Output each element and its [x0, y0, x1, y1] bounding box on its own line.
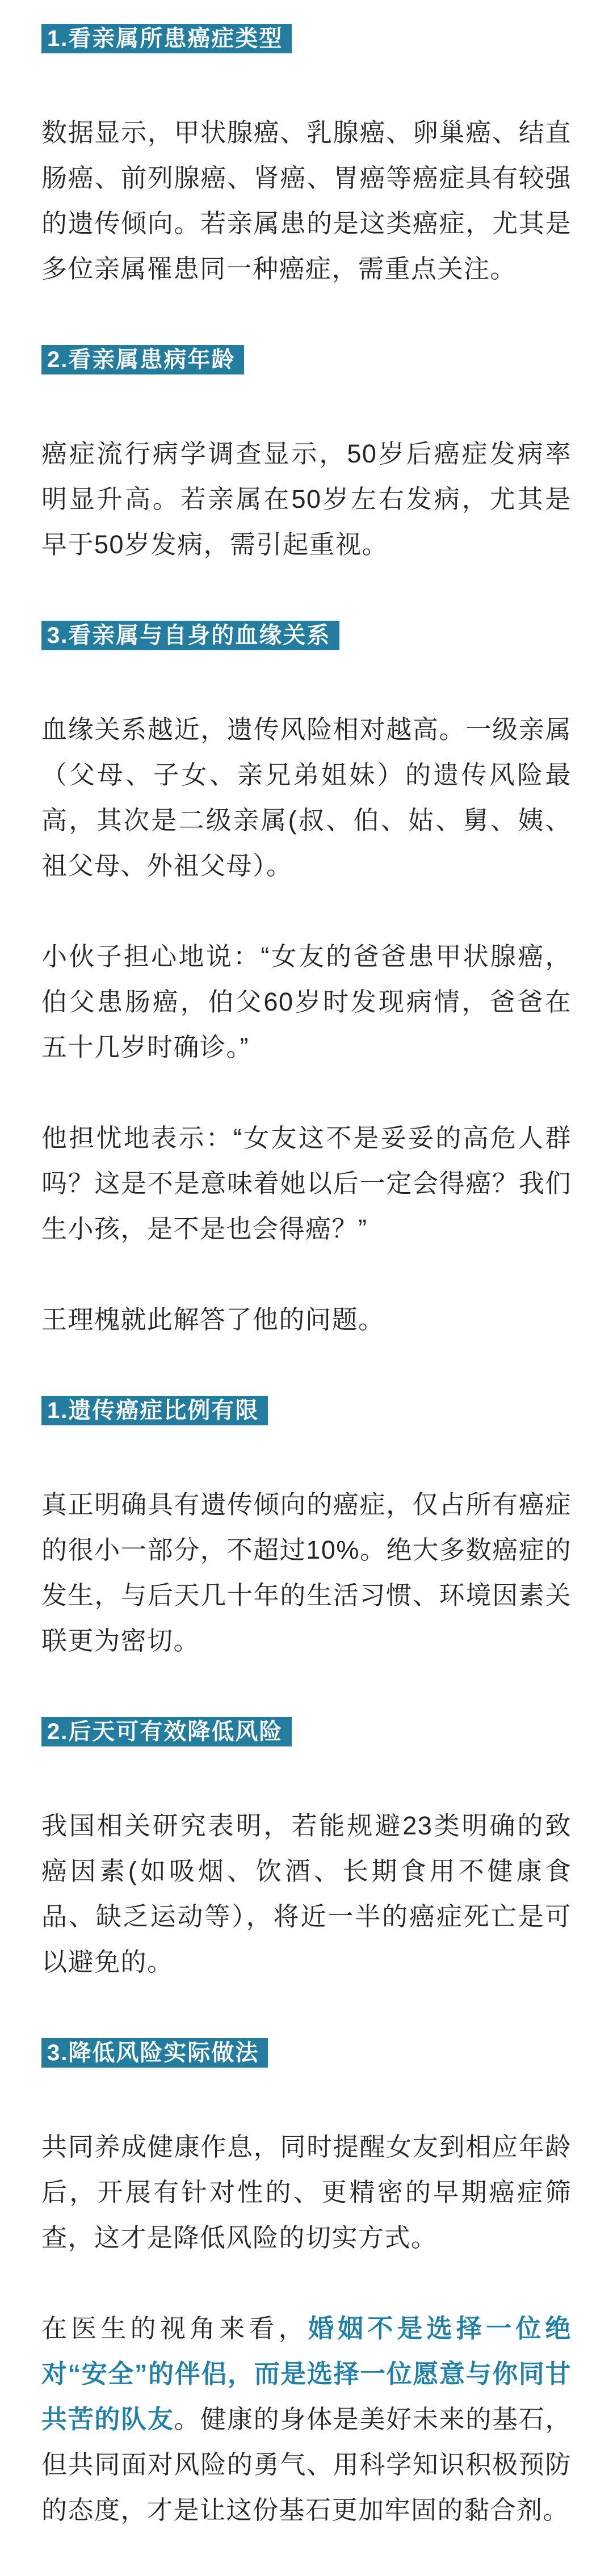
section-heading: 3.降低风险实际做法 — [41, 2038, 268, 2068]
paragraph — [41, 1482, 572, 1664]
paragraph — [41, 1297, 572, 1342]
paragraph — [41, 934, 572, 1070]
text-segment: 共同养成健康作息，同时提醒女友到相应年龄后，开展有针对性的、更精密的早期癌症筛查，这才是降低风险的切实方式。 — [41, 2132, 572, 2252]
text-segment: 王理槐就此解答了他的问题。 — [41, 1305, 385, 1334]
section-heading: 3.看亲属与自身的血缘关系 — [41, 621, 339, 650]
text-segment: 我国相关研究表明，若能规避23类明确的致癌因素(如吸烟、饮酒、长期食用不健康食品、缺乏运动等），将近一半的癌症死亡是可以避免的。 — [41, 1811, 572, 1976]
section-heading: 2.后天可有效降低风险 — [41, 1717, 292, 1746]
text-segment: 他担忧地表示：“女友这不是妥妥的高危人群吗？这是不是意味着她以后一定会得癌？我们生小孩，是不是也会得癌？” — [41, 1123, 572, 1243]
paragraph — [41, 110, 572, 292]
section-heading: 1.看亲属所患癌症类型 — [41, 24, 292, 53]
paragraph — [41, 431, 572, 567]
text-segment: 小伙子担心地说：“女友的爸爸患甲状腺癌，伯父患肠癌，伯父60岁时发现病情，爸爸在五十几岁时确诊。” — [41, 942, 572, 1062]
section-heading: 1.遗传癌症比例有限 — [41, 1396, 268, 1425]
paragraph — [41, 2306, 572, 2533]
paragraph — [41, 1116, 572, 1252]
paragraph — [41, 2124, 572, 2261]
text-segment: 血缘关系越近，遗传风险相对越高。一级亲属（父母、子女、亲兄弟姐妹）的遗传风险最高，其次是二级亲属(叔、伯、姑、舅、姨、祖父母、外祖父母）。 — [41, 715, 572, 880]
paragraph — [41, 707, 572, 889]
text-segment: 癌症流行病学调查显示，50岁后癌症发病率明显升高。若亲属在50岁左右发病，尤其是早于50岁发病，需引起重视。 — [41, 439, 572, 559]
paragraph — [41, 1803, 572, 1985]
text-segment: 在医生的视角来看， — [41, 2314, 308, 2343]
accent-text-segment: 婚姻不是选择一位绝对“安全”的伴侣，而是选择一位愿意与你同甘共苦的队友 — [41, 2314, 572, 2434]
text-segment: 。健康的身体是美好未来的基石，但共同面对风险的勇气、用科学知识积极预防的态度，才是让这份基石更加牢固的黏合剂。 — [41, 2405, 572, 2524]
section-heading: 2.看亲属患病年龄 — [41, 345, 244, 374]
text-segment: 真正明确具有遗传倾向的癌症，仅占所有癌症的很小一部分，不超过10%。绝大多数癌症的发生，与后天几十年的生活习惯、环境因素关联更为密切。 — [41, 1490, 572, 1655]
text-segment: 数据显示，甲状腺癌、乳腺癌、卵巢癌、结直肠癌、前列腺癌、肾癌、胃癌等癌症具有较强的遗传倾向。若亲属患的是这类癌症，尤其是多位亲属罹患同一种癌症，需重点关注。 — [41, 118, 572, 283]
